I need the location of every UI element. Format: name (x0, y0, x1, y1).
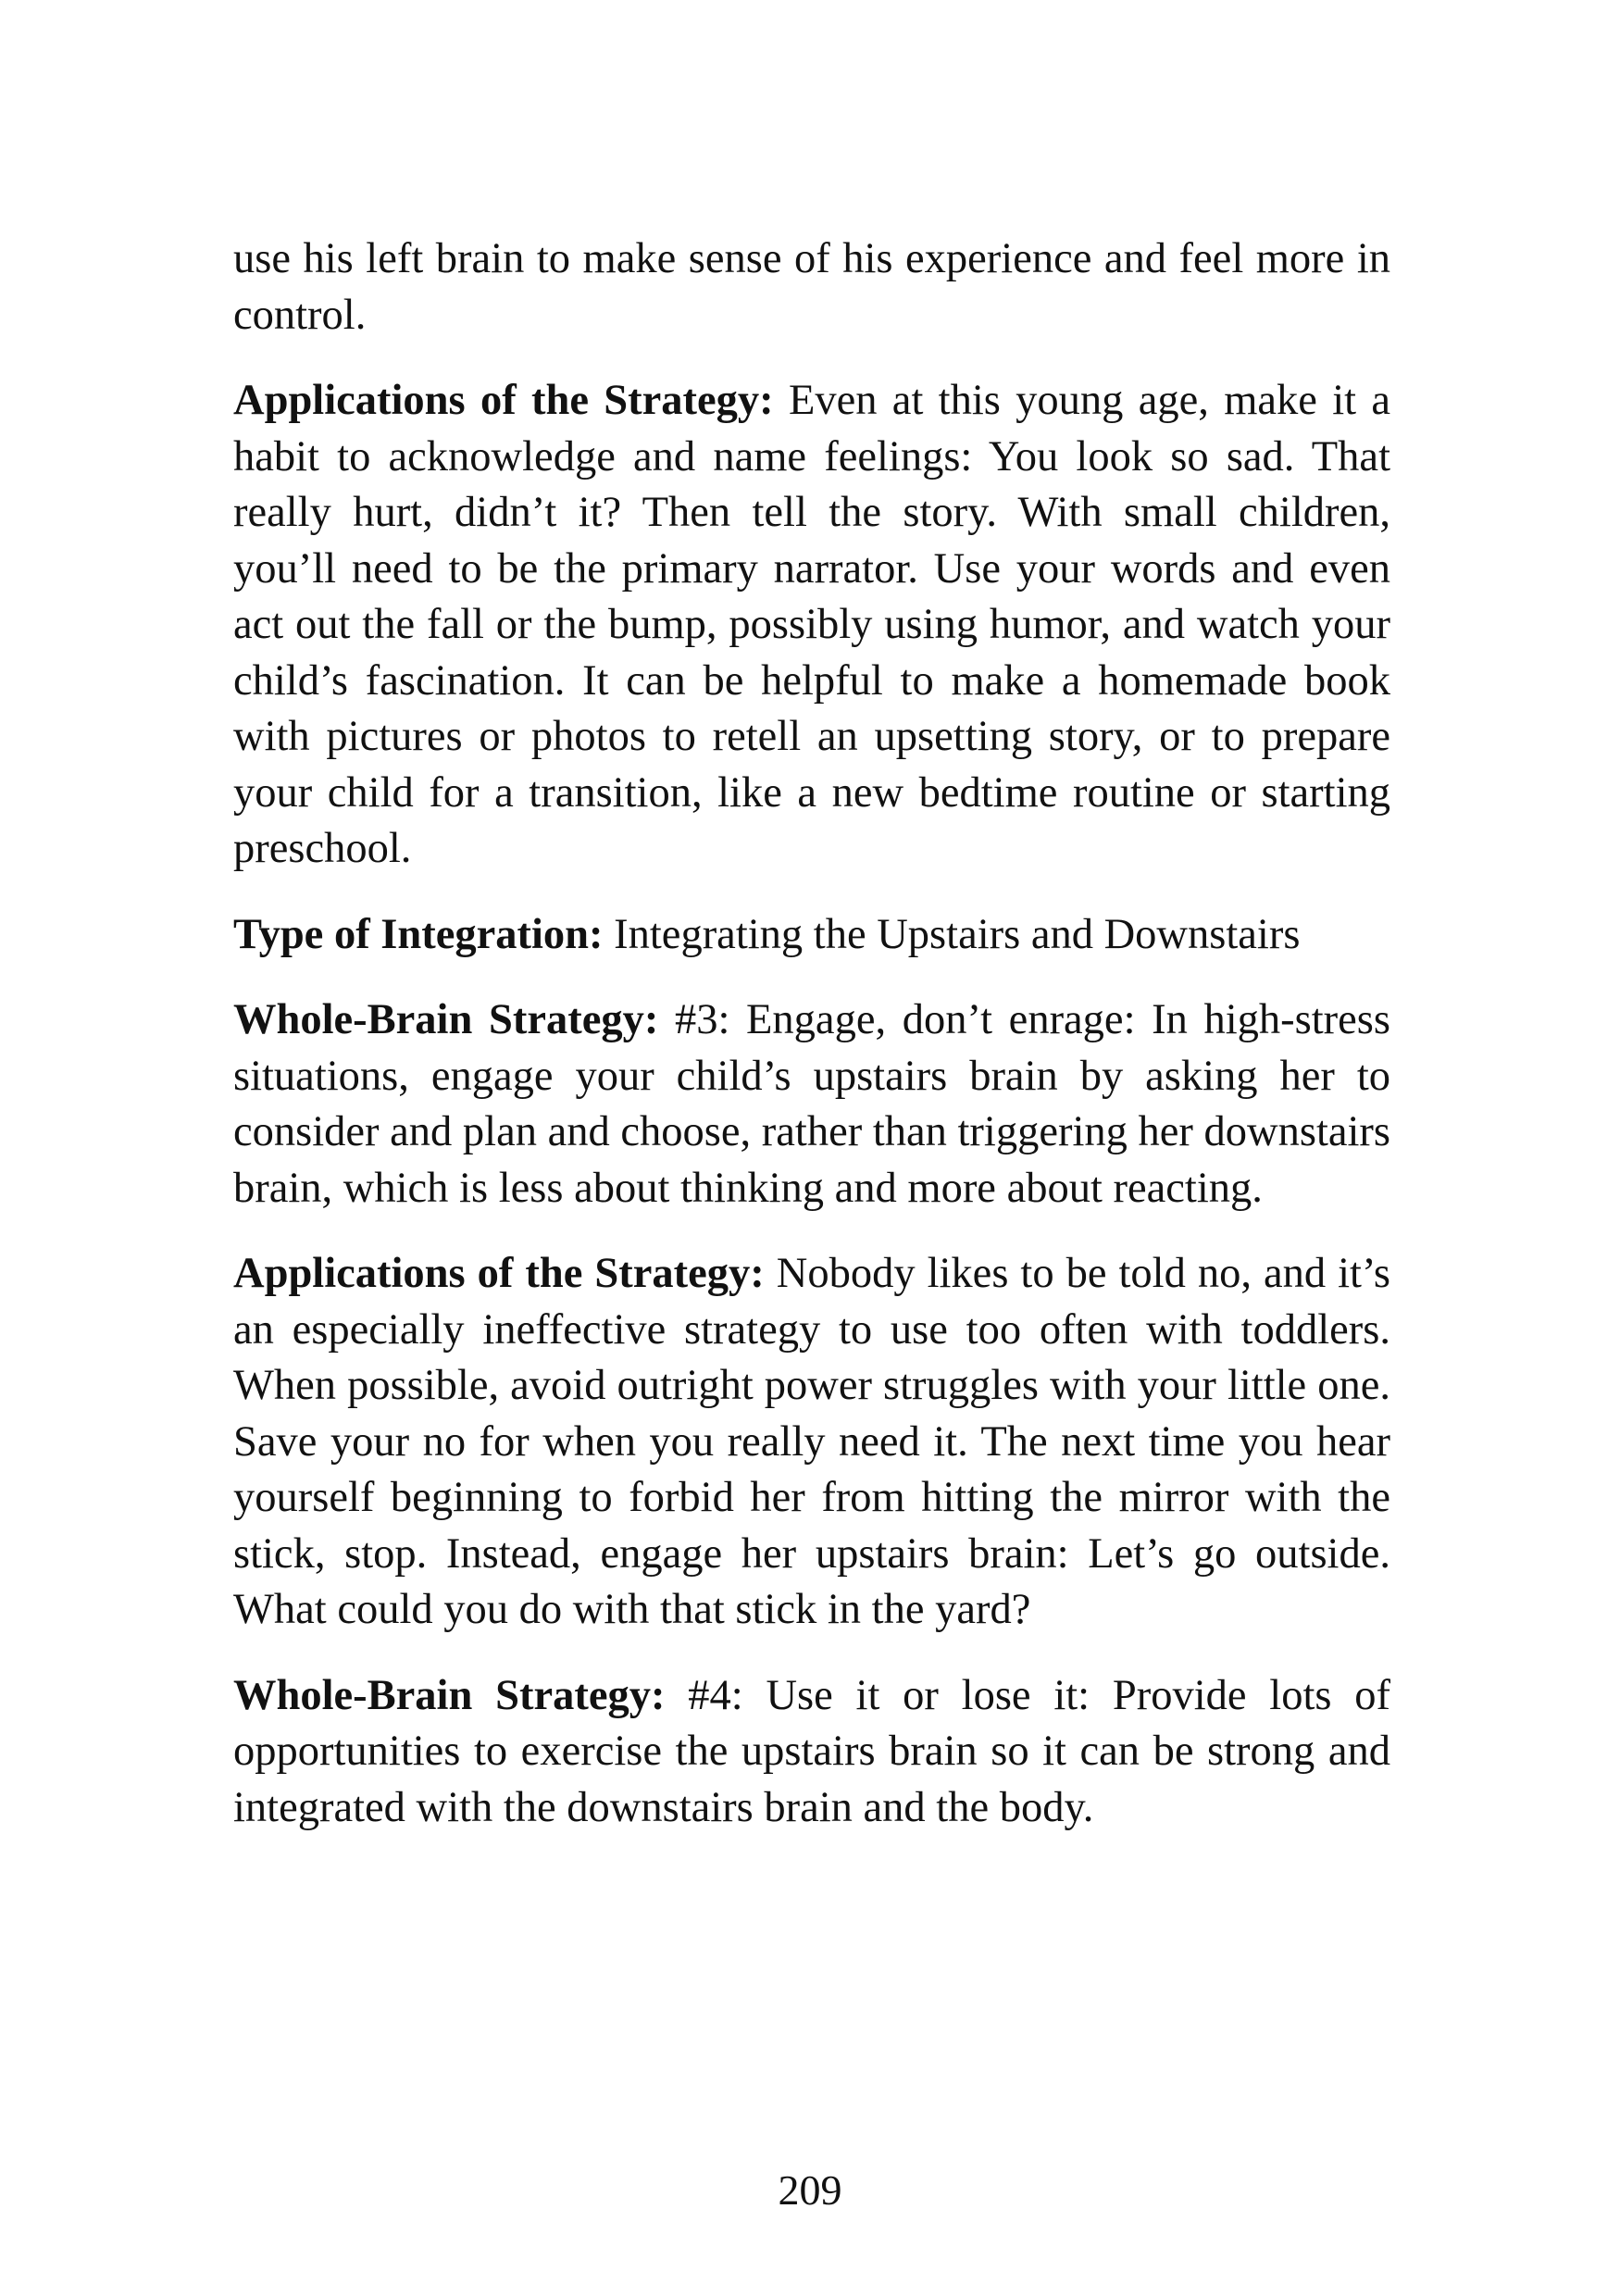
paragraph-strategy-4 (233, 1668, 1390, 1837)
page-body (233, 231, 1390, 1866)
paragraph-continuation (233, 231, 1390, 343)
paragraph-label: Whole-Brain Strategy: (233, 1671, 666, 1719)
paragraph-text: use his left brain to make sense of his experience and feel more in control. (233, 235, 1390, 339)
paragraph-label: Applications of the Strategy: (233, 1250, 765, 1297)
paragraph-applications-1 (233, 373, 1390, 878)
paragraph-label: Applications of the Strategy: (233, 377, 774, 424)
paragraph-label: Whole-Brain Strategy: (233, 996, 659, 1043)
paragraph-text: #3: Engage, don’t enrage: In high-stress situations, engage your child’s upstairs brain by asking her to consider and plan and choose, rather than triggering her downstairs brain, which is less about thinking and more about reacting. (233, 996, 1390, 1212)
page-number: 209 (778, 2166, 842, 2214)
paragraph-type-of-integration (233, 907, 1390, 964)
paragraph-applications-2 (233, 1246, 1390, 1639)
paragraph-text: #4: Use it or lose it: Provide lots of opportunities to exercise the upstairs brain so it can be strong and integrated with the downstairs brain and the body. (233, 1671, 1391, 1831)
paragraph-strategy-3 (233, 992, 1390, 1217)
paragraph-text: Even at this young age, make it a habit to acknowledge and name feelings: You look so sad. That really hurt, didn’t it? Then tell the story. With small children, you’ll need to be the primary narrator. Use your words and even act out the fall or the bump, possibly using humor, and watch your child’s fascination. It can be helpful to make a homemade book with pictures or photos to retell an upsetting story, or to prepare your child for a transition, like a new bedtime routine or starting preschool. (233, 377, 1390, 872)
paragraph-label: Type of Integration: (233, 910, 604, 958)
paragraph-text: Integrating the Upstairs and Downstairs (614, 910, 1301, 958)
paragraph-text: Nobody likes to be told no, and it’s an especially ineffective strategy to use too often with toddlers. When possible, avoid outright power struggles with your little one. Save your no for when you really need it. The next time you hear yourself beginning to forbid her from hitting the mirror with the stick, stop. Instead, engage her upstairs brain: Let’s go outside. What could you do with that stick in the yard? (233, 1250, 1390, 1633)
